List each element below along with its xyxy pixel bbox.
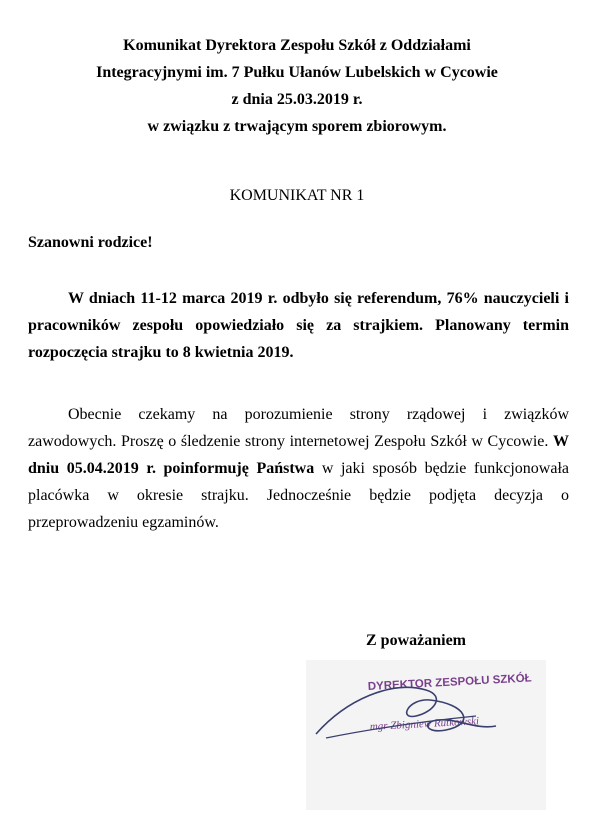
closing-regards: Z poważaniem <box>366 632 466 649</box>
header-line-4: w związku z trwającym sporem zbiorowym. <box>147 118 447 135</box>
header-line-1: Komunikat Dyrektora Zespołu Szkół z Oddziałami <box>123 37 471 54</box>
signature-stamp-area <box>306 660 546 810</box>
paragraph-information-bold: W dniu 05.04.2019 r. poinformuję Państwa <box>28 433 569 477</box>
stamp-title: DYREKTOR ZESPOŁU SZKÓŁ <box>367 672 532 693</box>
paragraph-information <box>28 401 569 536</box>
komunikat-title: KOMUNIKAT NR 1 <box>229 187 365 204</box>
paragraph-information-part1: Obecnie czekamy na porozumienie strony rządowej i związków zawodowych. Proszę o śledzenie strony internetowej Zespołu Szkół w Cycowie. <box>28 406 569 450</box>
paragraph-referendum: W dniach 11-12 marca 2019 r. odbyło się referendum, 76% nauczycieli i pracowników zespołu opowiedziało się za strajkiem. Planowany termin rozpoczęcia strajku to 8 kwietnia 2019. <box>28 290 569 361</box>
greeting: Szanowni rodzice! <box>28 234 153 251</box>
header-line-2: Integracyjnymi im. 7 Pułku Ułanów Lubelskich w Cycowie <box>96 64 498 81</box>
stamp-signature-graphic <box>306 660 546 810</box>
header-line-3: z dnia 25.03.2019 r. <box>231 91 363 108</box>
stamp-name: mgr Zbigniew Rutkowski <box>369 715 480 733</box>
paragraph-information-part2: w jaki sposób będzie funkcjonowała placówka w okresie strajku. Jednocześnie będzie podjęta decyzja o przeprowadzeniu egzaminów. <box>28 460 569 531</box>
announcement-header <box>0 32 594 140</box>
